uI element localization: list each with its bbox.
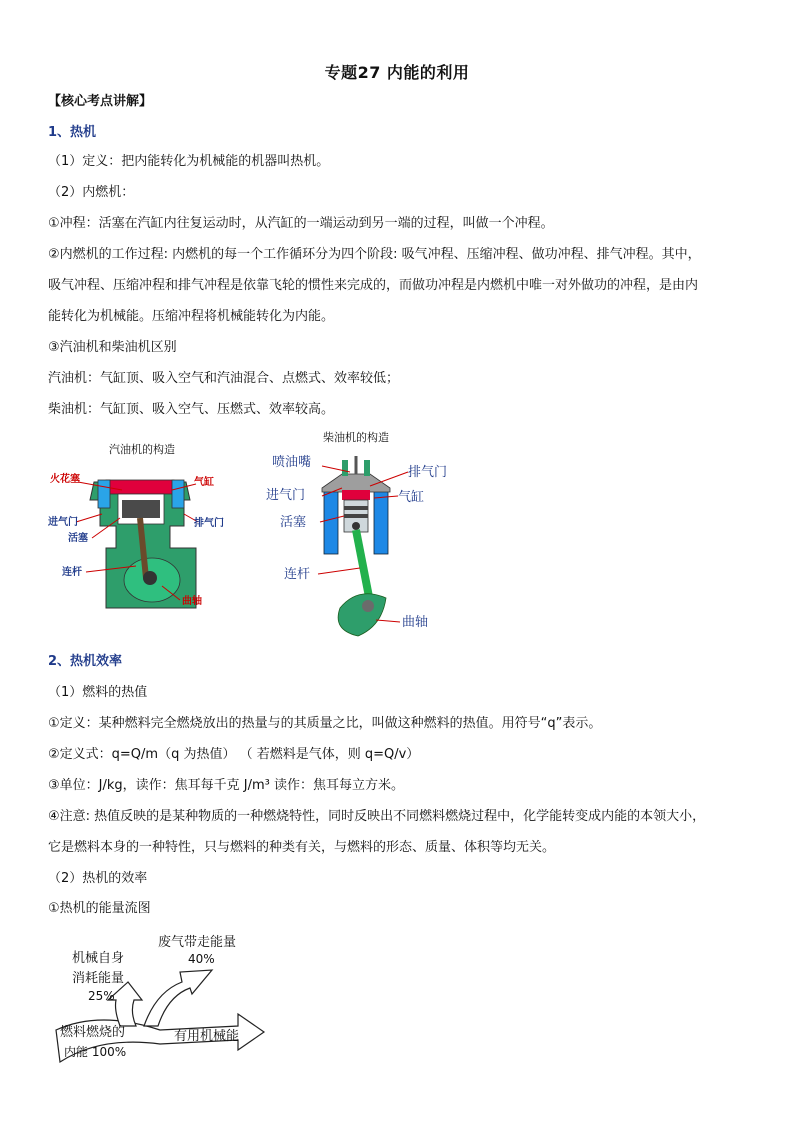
label-piston: 活塞 bbox=[68, 533, 88, 544]
text-line: 汽油机：气缸顶、吸入空气和汽油混合、点燃式、效率较低； bbox=[48, 371, 400, 386]
text-line: ④注意: 热值反映的是某种物质的一种燃烧特性，同时反映出不同燃料燃烧过程中，化学能转变成内能的本领大小， bbox=[48, 809, 706, 824]
text-line: ③汽油机和柴油机区别 bbox=[48, 340, 177, 355]
text-line: 吸气冲程、压缩冲程和排气冲程是依靠飞轮的惯性来完成的，而做功冲程是内燃机中唯一对外做功的冲程，是由内 bbox=[48, 278, 699, 293]
text-line: （2）热机的效率 bbox=[48, 871, 148, 886]
text-line: ②定义式：q=Q/m（q 为热值） （ 若燃料是气体，则 q=Q/v） bbox=[48, 747, 420, 762]
text-line: （2）内燃机： bbox=[48, 185, 135, 200]
text-line: ③单位：J/kg，读作：焦耳每千克 J/m³ 读作：焦耳每立方米。 bbox=[48, 778, 405, 793]
label-mech-self-2: 消耗能量 bbox=[72, 971, 125, 986]
label-connecting-rod: 连杆 bbox=[62, 567, 82, 578]
text-line: （1）定义：把内能转化为机械能的机器叫热机。 bbox=[48, 154, 330, 169]
text-line: 它是燃料本身的一种特性，只与燃料的种类有关，与燃料的形态、质量、体积等均无关。 bbox=[48, 840, 556, 855]
value-mech-self: 25% bbox=[88, 989, 115, 1003]
text-line: 柴油机：气缸顶、吸入空气、压燃式、效率较高。 bbox=[48, 402, 335, 417]
energy-flow-diagram bbox=[40, 926, 280, 1074]
gasoline-engine-figure bbox=[46, 438, 246, 622]
label-crankshaft: 曲轴 bbox=[182, 596, 202, 607]
label-injector: 喷油嘴 bbox=[272, 455, 312, 470]
label-useful: 有用机械能 bbox=[174, 1029, 240, 1044]
label-mech-self-1: 机械自身 bbox=[72, 951, 125, 966]
diesel-caption: 柴油机的构造 bbox=[323, 431, 389, 444]
label-crankshaft: 曲轴 bbox=[402, 615, 429, 630]
label-exhaust-valve: 排气门 bbox=[194, 518, 224, 529]
text-line: 能转化为机械能。压缩冲程将机械能转化为内能。 bbox=[48, 309, 335, 324]
label-intake-valve: 进气门 bbox=[266, 488, 306, 503]
label-fuel-1: 燃料燃烧的 bbox=[60, 1025, 126, 1040]
section-heading-heat-engine: 1、热机 bbox=[48, 125, 97, 140]
label-connecting-rod: 连杆 bbox=[284, 567, 311, 582]
label-exhaust-valve: 排气门 bbox=[408, 465, 448, 480]
diesel-engine-figure bbox=[262, 426, 462, 646]
page-title: 专题27 内能的利用 bbox=[324, 63, 470, 82]
text-line: ①热机的能量流图 bbox=[48, 901, 151, 916]
text-line: ②内燃机的工作过程: 内燃机的每一个工作循环分为四个阶段: 吸气冲程、压缩冲程、做功冲程、排气冲程。其中， bbox=[48, 247, 701, 262]
label-fuel-2: 内能 100% bbox=[64, 1045, 127, 1059]
value-waste-gas: 40% bbox=[188, 952, 215, 966]
section-heading-efficiency: 2、热机效率 bbox=[48, 654, 123, 669]
label-piston: 活塞 bbox=[280, 515, 307, 530]
label-cylinder: 气缸 bbox=[398, 490, 425, 505]
label-spark-plug: 火花塞 bbox=[50, 474, 80, 485]
section-heading-core: 【核心考点讲解】 bbox=[48, 94, 153, 109]
text-line: ①冲程：活塞在汽缸内往复运动时，从汽缸的一端运动到另一端的过程，叫做一个冲程。 bbox=[48, 216, 554, 231]
text-line: ①定义：某种燃料完全燃烧放出的热量与的其质量之比，叫做这种燃料的热值。用符号“q”表示。 bbox=[48, 716, 602, 731]
label-intake-valve: 进气门 bbox=[48, 517, 78, 528]
label-cylinder: 气缸 bbox=[194, 477, 214, 488]
label-waste-gas: 废气带走能量 bbox=[158, 935, 237, 950]
gasoline-caption: 汽油机的构造 bbox=[109, 443, 175, 456]
text-line: （1）燃料的热值 bbox=[48, 685, 148, 700]
